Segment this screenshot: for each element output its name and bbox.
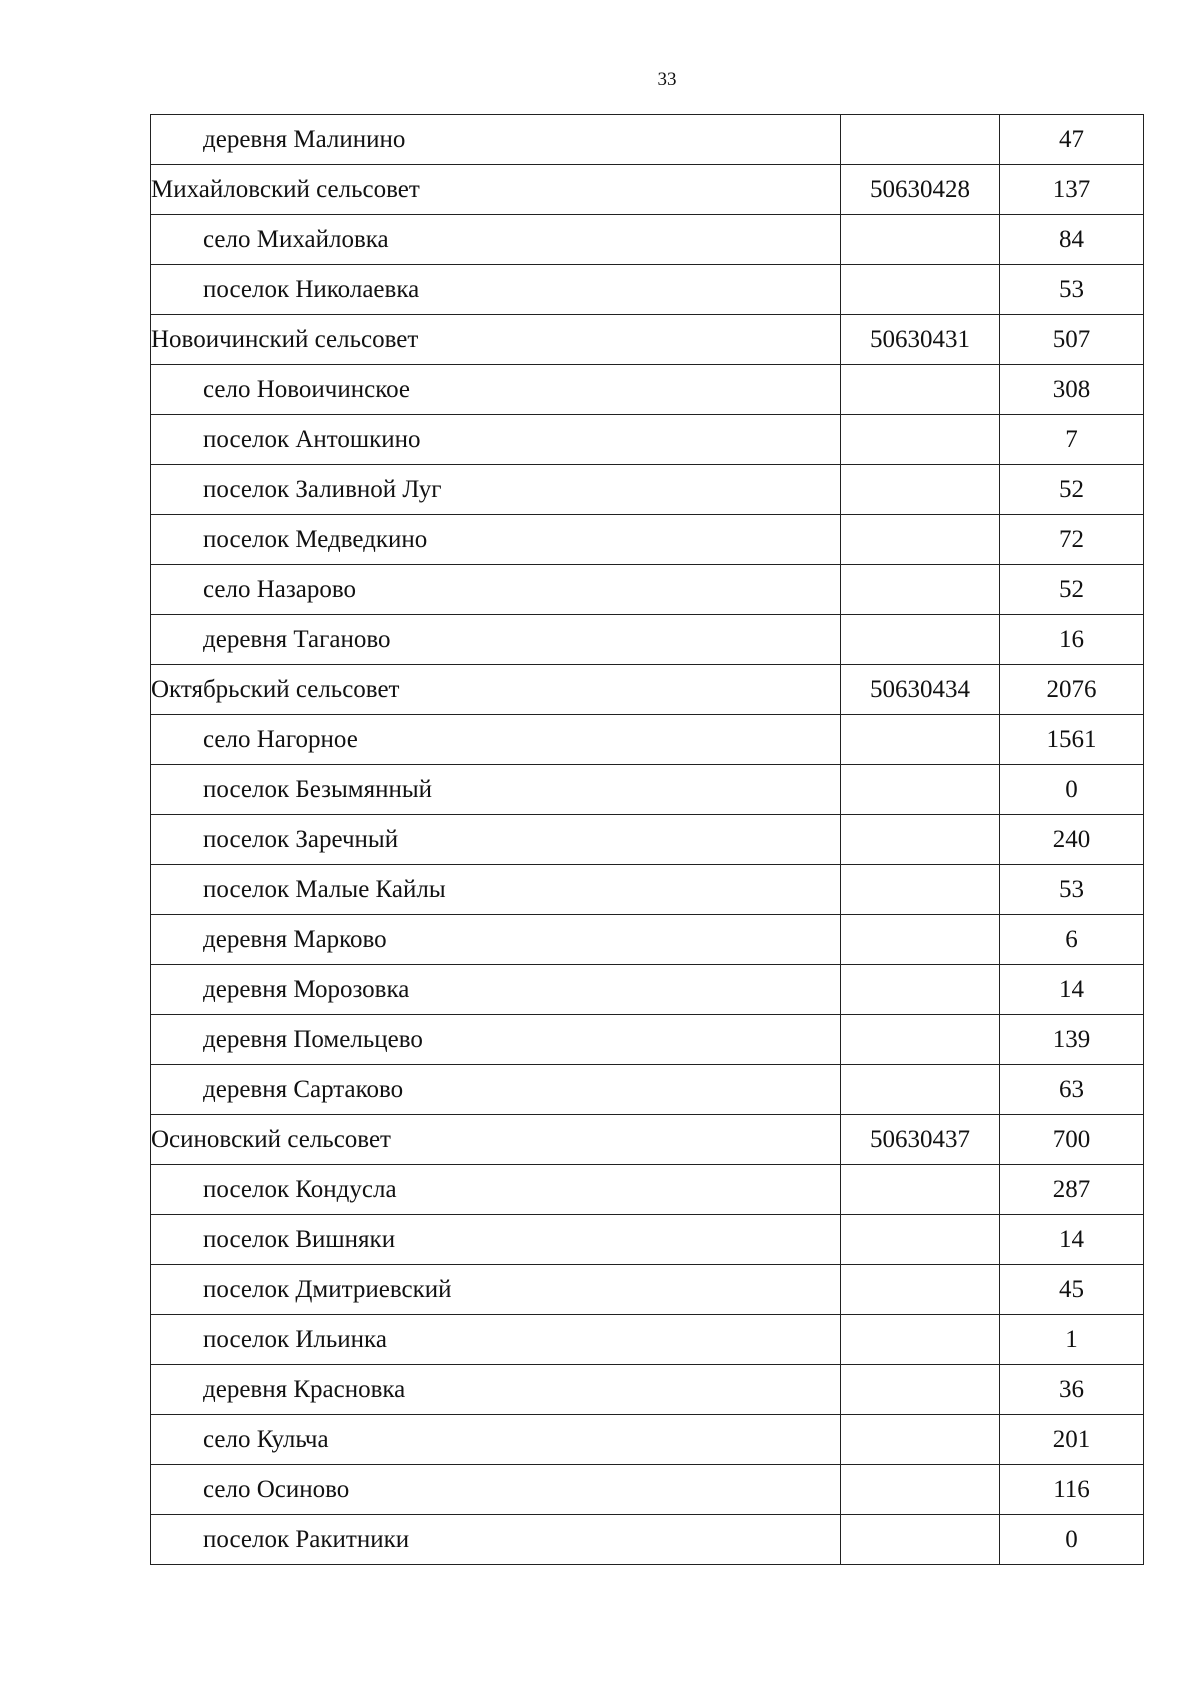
oktmo-code-cell (841, 1365, 1000, 1415)
oktmo-code-cell (841, 215, 1000, 265)
settlement-row (151, 815, 1144, 865)
oktmo-code-cell: 50630428 (841, 165, 1000, 215)
settlement-row (151, 765, 1144, 815)
population-cell: 700 (1000, 1115, 1144, 1165)
population-cell: 0 (1000, 765, 1144, 815)
oktmo-code-cell (841, 1215, 1000, 1265)
oktmo-code-cell (841, 1315, 1000, 1365)
population-cell: 53 (1000, 265, 1144, 315)
oktmo-code-cell (841, 1265, 1000, 1315)
population-cell: 287 (1000, 1165, 1144, 1215)
settlement-row (151, 1315, 1144, 1365)
settlement-row (151, 565, 1144, 615)
settlement-row (151, 1165, 1144, 1215)
settlement-name-cell: поселок Дмитриевский (151, 1265, 841, 1315)
council-name-cell: Михайловский сельсовет (151, 165, 841, 215)
settlement-name-cell: деревня Малинино (151, 115, 841, 165)
settlement-row (151, 1415, 1144, 1465)
population-cell: 14 (1000, 965, 1144, 1015)
oktmo-code-cell (841, 465, 1000, 515)
population-cell: 72 (1000, 515, 1144, 565)
population-cell: 63 (1000, 1065, 1144, 1115)
population-cell: 84 (1000, 215, 1144, 265)
oktmo-code-cell (841, 965, 1000, 1015)
settlement-name-cell: село Нагорное (151, 715, 841, 765)
settlement-row (151, 1365, 1144, 1415)
oktmo-code-cell (841, 715, 1000, 765)
settlement-row (151, 1015, 1144, 1065)
settlement-name-cell: деревня Помельцево (151, 1015, 841, 1065)
settlement-name-cell: поселок Безымянный (151, 765, 841, 815)
population-cell: 1561 (1000, 715, 1144, 765)
oktmo-code-cell (841, 1015, 1000, 1065)
population-cell: 53 (1000, 865, 1144, 915)
council-row (151, 665, 1144, 715)
oktmo-code-cell: 50630434 (841, 665, 1000, 715)
population-cell: 0 (1000, 1515, 1144, 1565)
settlements-table (150, 114, 1144, 1565)
settlement-name-cell: поселок Николаевка (151, 265, 841, 315)
settlement-name-cell: поселок Вишняки (151, 1215, 841, 1265)
settlement-row (151, 865, 1144, 915)
population-cell: 7 (1000, 415, 1144, 465)
oktmo-code-cell: 50630431 (841, 315, 1000, 365)
settlement-row (151, 115, 1144, 165)
council-name-cell: Новоичинский сельсовет (151, 315, 841, 365)
settlement-row (151, 265, 1144, 315)
oktmo-code-cell (841, 1165, 1000, 1215)
population-cell: 308 (1000, 365, 1144, 415)
oktmo-code-cell (841, 815, 1000, 865)
settlement-row (151, 615, 1144, 665)
settlement-name-cell: поселок Кондусла (151, 1165, 841, 1215)
settlement-name-cell: поселок Медведкино (151, 515, 841, 565)
settlement-row (151, 215, 1144, 265)
population-cell: 16 (1000, 615, 1144, 665)
settlement-row (151, 515, 1144, 565)
settlement-name-cell: поселок Ракитники (151, 1515, 841, 1565)
settlement-name-cell: поселок Ильинка (151, 1315, 841, 1365)
settlement-row (151, 365, 1144, 415)
oktmo-code-cell (841, 365, 1000, 415)
settlement-row (151, 915, 1144, 965)
oktmo-code-cell (841, 1515, 1000, 1565)
population-cell: 52 (1000, 465, 1144, 515)
settlement-name-cell: поселок Заливной Луг (151, 465, 841, 515)
settlement-name-cell: село Михайловка (151, 215, 841, 265)
council-row (151, 165, 1144, 215)
population-cell: 47 (1000, 115, 1144, 165)
oktmo-code-cell (841, 615, 1000, 665)
settlement-row (151, 1515, 1144, 1565)
oktmo-code-cell (841, 865, 1000, 915)
settlement-name-cell: село Кульча (151, 1415, 841, 1465)
settlement-row (151, 1265, 1144, 1315)
settlements-table-body (151, 115, 1144, 1565)
oktmo-code-cell (841, 565, 1000, 615)
settlement-name-cell: деревня Сартаково (151, 1065, 841, 1115)
settlement-name-cell: поселок Малые Кайлы (151, 865, 841, 915)
oktmo-code-cell (841, 1415, 1000, 1465)
settlement-name-cell: деревня Красновка (151, 1365, 841, 1415)
population-cell: 36 (1000, 1365, 1144, 1415)
settlement-row (151, 1065, 1144, 1115)
settlement-name-cell: деревня Морозовка (151, 965, 841, 1015)
settlement-name-cell: деревня Марково (151, 915, 841, 965)
oktmo-code-cell (841, 415, 1000, 465)
page-number: 33 (657, 69, 677, 90)
council-name-cell: Осиновский сельсовет (151, 1115, 841, 1165)
population-cell: 6 (1000, 915, 1144, 965)
oktmo-code-cell (841, 115, 1000, 165)
oktmo-code-cell (841, 1465, 1000, 1515)
population-cell: 52 (1000, 565, 1144, 615)
population-cell: 116 (1000, 1465, 1144, 1515)
oktmo-code-cell (841, 265, 1000, 315)
oktmo-code-cell (841, 915, 1000, 965)
settlement-row (151, 1215, 1144, 1265)
settlement-name-cell: село Осиново (151, 1465, 841, 1515)
council-name-cell: Октябрьский сельсовет (151, 665, 841, 715)
population-cell: 240 (1000, 815, 1144, 865)
settlement-row (151, 415, 1144, 465)
population-cell: 45 (1000, 1265, 1144, 1315)
settlement-name-cell: село Новоичинское (151, 365, 841, 415)
oktmo-code-cell (841, 515, 1000, 565)
population-cell: 137 (1000, 165, 1144, 215)
settlement-name-cell: деревня Таганово (151, 615, 841, 665)
council-row (151, 315, 1144, 365)
oktmo-code-cell (841, 765, 1000, 815)
settlement-row (151, 465, 1144, 515)
council-row (151, 1115, 1144, 1165)
population-cell: 14 (1000, 1215, 1144, 1265)
population-cell: 2076 (1000, 665, 1144, 715)
settlement-row (151, 715, 1144, 765)
population-cell: 1 (1000, 1315, 1144, 1365)
settlement-name-cell: поселок Антошкино (151, 415, 841, 465)
oktmo-code-cell (841, 1065, 1000, 1115)
settlement-name-cell: поселок Заречный (151, 815, 841, 865)
population-cell: 507 (1000, 315, 1144, 365)
population-cell: 201 (1000, 1415, 1144, 1465)
settlement-row (151, 1465, 1144, 1515)
population-cell: 139 (1000, 1015, 1144, 1065)
settlement-row (151, 965, 1144, 1015)
settlement-name-cell: село Назарово (151, 565, 841, 615)
oktmo-code-cell: 50630437 (841, 1115, 1000, 1165)
